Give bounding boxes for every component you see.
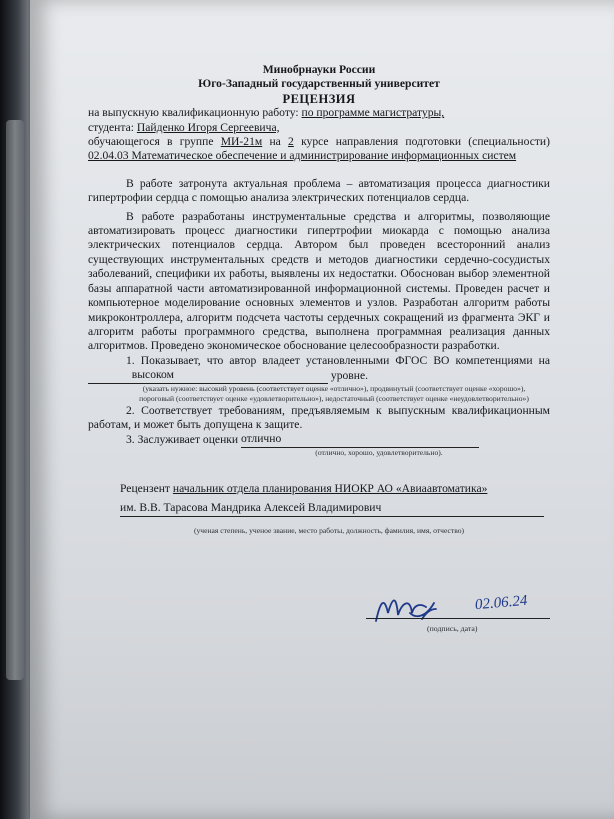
document-title: РЕЦЕНЗИЯ bbox=[282, 91, 356, 106]
paragraph-relevance: В работе затронута актуальная проблема – автоматизация процесса диагностики гипертрофии сердца с помощью анализа электрических потенциалов сердца. bbox=[88, 176, 550, 205]
review-document bbox=[88, 63, 550, 536]
item-1 bbox=[88, 354, 550, 384]
reviewer-note: (ученая степень, ученое звание, место работы, должность, фамилия, имя, отчество) bbox=[193, 525, 465, 535]
item-3-prefix: 3. Заслуживает оценки bbox=[126, 433, 239, 447]
grade-value: отлично bbox=[241, 432, 282, 446]
reviewer-line bbox=[88, 482, 550, 496]
item-1-prefix: 1. Показывает, что автор владеет установленными ФГОС ВО компетенциями на bbox=[126, 353, 550, 367]
student-name: Пайденко Игоря Сергеевича, bbox=[136, 120, 280, 134]
student-label: студента: bbox=[88, 120, 134, 134]
item-3 bbox=[88, 432, 550, 447]
reviewer-position: начальник отдела планирования НИОКР АО «Авиаавтоматика» bbox=[172, 481, 488, 495]
reviewer-name: им. В.В. Тарасова Мандрика Алексей Владимирович bbox=[120, 501, 382, 515]
group-value: МИ-21м bbox=[220, 135, 263, 149]
signature-note: (подпись, дата) bbox=[427, 624, 478, 633]
grade-note: (отлично, хорошо, удовлетворительно). bbox=[315, 447, 443, 457]
ministry-heading: Минобрнауки России bbox=[262, 63, 376, 76]
group-prefix: обучающегося в группе bbox=[88, 135, 214, 149]
program-type: по программе магистратуры, bbox=[301, 106, 445, 120]
course-prefix: на bbox=[269, 135, 281, 149]
work-prefix: на выпускную квалификационную работу: bbox=[88, 106, 299, 120]
competence-level: высоком bbox=[131, 368, 174, 382]
competence-note: (указать нужное: высокий уровень (соответствует оценке «отлично»), продвинутый (соответствует оценке «хорошо»), пороговый (соответствует оценке «удовлетворительно»), недостаточный (соответствует оценке «неудовлетворительно») bbox=[139, 383, 529, 403]
university-heading: Юго-Западный государственный университет bbox=[198, 77, 440, 91]
group-line bbox=[88, 135, 550, 164]
specialty-value: 02.04.03 Математическое обеспечение и администрирование информационных систем bbox=[88, 149, 517, 163]
course-suffix: курсе направления подготовки (специальности) bbox=[301, 135, 550, 149]
item-1-suffix: уровне. bbox=[330, 369, 369, 383]
binder-strip bbox=[6, 120, 24, 680]
student-line bbox=[88, 121, 550, 135]
course-value: 2 bbox=[288, 135, 294, 149]
item-2: 2. Соответствует требованиям, предъявляемым к выпускным квалификационным работам, и может быть допущена к защите. bbox=[88, 403, 550, 431]
signature-line bbox=[366, 618, 550, 619]
paragraph-description: В работе разработаны инструментальные средства и алгоритмы, позволяющие автоматизировать процесс диагностики гипертрофии миокарда с помощью анализа электрических потенциалов сердца. Автором был проведен всесторонний анализ существующих инструментальных средств и методов диагностики сердечно-сосудистых заболеваний, специфики их работы, выявлены их недостатки. Обоснован выбор элементной базы аппаратной части автоматизированной информационной системы. Проведен расчет и компьютерное моделирование основных элементов и узлов. Разработан алгоритм работы микроконтроллера, алгоритм подсчета частоты сердечных сокращений из фрагмента ЭКГ и алгоритм работы программного средства, выполнена программная реализация данных алгоритмов. Проведено экономическое обоснование целесообразности разработки. bbox=[88, 209, 550, 353]
reviewer-label: Рецензент bbox=[120, 481, 170, 495]
work-line bbox=[88, 106, 550, 120]
reviewer-name-line bbox=[88, 501, 550, 516]
signature-block bbox=[130, 583, 560, 633]
signature-date: 02.06.24 bbox=[474, 592, 529, 614]
